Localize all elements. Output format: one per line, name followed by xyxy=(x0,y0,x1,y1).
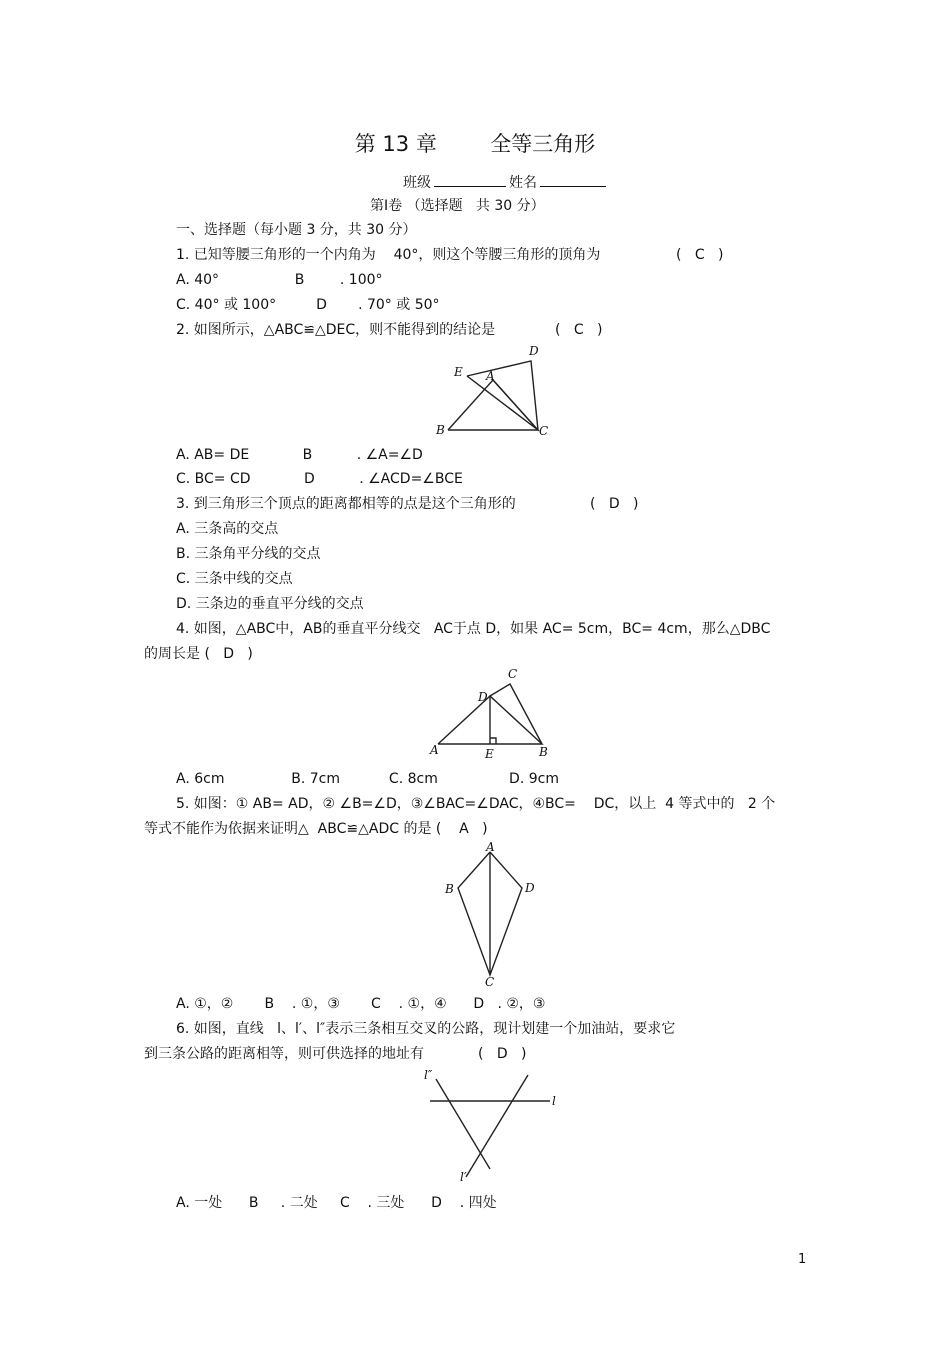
q2-options-ab: A. AB= DE B . ∠A=∠D xyxy=(176,447,423,463)
label-l: l xyxy=(552,1094,556,1108)
label-c: C xyxy=(508,667,518,681)
triangle-abc xyxy=(448,380,538,430)
q5-stem-line2: 等式不能作为依据来证明△ ABC≌△ADC 的是 ( A ) xyxy=(144,821,488,837)
q3-option-d: D. 三条边的垂直平分线的交点 xyxy=(176,596,364,612)
class-blank xyxy=(434,172,506,187)
q6-stem-line1: 6. 如图，直线 l、l′、l″表示三条相互交叉的公路，现计划建一个加油站，要求它 xyxy=(176,1021,676,1037)
label-c: C xyxy=(539,424,549,438)
label-a: A xyxy=(486,369,495,383)
q2-options-cd: C. BC= CD D . ∠ACD=∠BCE xyxy=(176,471,463,487)
segment-dcb xyxy=(490,684,542,744)
q3-option-c: C. 三条中线的交点 xyxy=(176,571,293,587)
q4-stem-line2: 的周长是 ( D ) xyxy=(144,646,253,662)
q5-options: A. ①，② B . ①，③ C . ①，④ D . ②，③ xyxy=(176,996,546,1012)
q4-stem-line1: 4. 如图，△ABC中，AB的垂直平分线交 AC于点 D，如果 AC= 5cm，BC= 4cm，那么△DBC xyxy=(176,621,771,637)
label-e: E xyxy=(454,365,463,379)
page-number: 1 xyxy=(798,1252,807,1267)
q4-figure xyxy=(428,666,558,761)
q1-options-cd: C. 40° 或 100° D . 70° 或 50° xyxy=(176,297,440,313)
q2-figure xyxy=(430,342,560,442)
label-a: A xyxy=(430,743,439,757)
q6-answer: ( D ) xyxy=(478,1046,527,1062)
q2-answer: ( C ) xyxy=(555,322,603,338)
part-title: 一、选择题（每小题 3 分，共 30 分） xyxy=(176,222,417,238)
label-l-prime: l′ xyxy=(460,1170,467,1184)
q3-stem: 3. 到三角形三个顶点的距离都相等的点是这个三角形的 xyxy=(176,496,516,512)
q5-stem-line1: 5. 如图：① AB= AD，② ∠B=∠D，③∠BAC=∠DAC，④BC= DC，以上 4 等式中的 2 个 xyxy=(176,796,776,812)
line-l-double-prime xyxy=(436,1079,490,1169)
q3-option-a: A. 三条高的交点 xyxy=(176,521,279,537)
q5-figure xyxy=(438,840,548,989)
q6-figure xyxy=(420,1065,570,1185)
name-blank xyxy=(540,172,606,187)
q2-stem: 2. 如图所示，△ABC≌△DEC，则不能得到的结论是 xyxy=(176,322,496,338)
label-b: B xyxy=(436,423,445,437)
q6-options: A. 一处 B . 二处 C . 三处 D . 四处 xyxy=(176,1195,497,1211)
label-b: B xyxy=(445,882,454,896)
label-d: D xyxy=(478,690,488,704)
q1-options-ab: A. 40° B . 100° xyxy=(176,272,383,288)
line-l-prime xyxy=(466,1075,528,1177)
q6-stem-line2: 到三条公路的距离相等，则可供选择的地址有 xyxy=(144,1046,424,1062)
segment-ac xyxy=(493,380,536,428)
label-e: E xyxy=(485,747,494,761)
class-name-line xyxy=(403,172,606,192)
right-angle-mark xyxy=(490,738,496,744)
label-l-double-prime: l″ xyxy=(424,1068,433,1082)
q4-options: A. 6cm B. 7cm C. 8cm D. 9cm xyxy=(176,771,559,787)
q1-answer: ( C ) xyxy=(676,247,724,263)
class-label: 班级 xyxy=(403,175,431,191)
label-d: D xyxy=(525,881,535,895)
label-b: B xyxy=(539,745,548,759)
q3-option-b: B. 三条角平分线的交点 xyxy=(176,546,321,562)
page-title: 第 13 章 全等三角形 xyxy=(354,132,596,156)
triangle-dec xyxy=(467,361,538,430)
label-a: A xyxy=(486,840,495,854)
name-label: 姓名 xyxy=(509,175,537,191)
q1-stem: 1. 已知等腰三角形的一个内角为 40°，则这个等腰三角形的顶角为 xyxy=(176,247,601,263)
label-d: D xyxy=(529,344,539,358)
section-title: 第Ⅰ卷 （选择题 共 30 分） xyxy=(370,198,545,214)
label-c: C xyxy=(485,975,495,989)
q3-answer: ( D ) xyxy=(590,496,639,512)
